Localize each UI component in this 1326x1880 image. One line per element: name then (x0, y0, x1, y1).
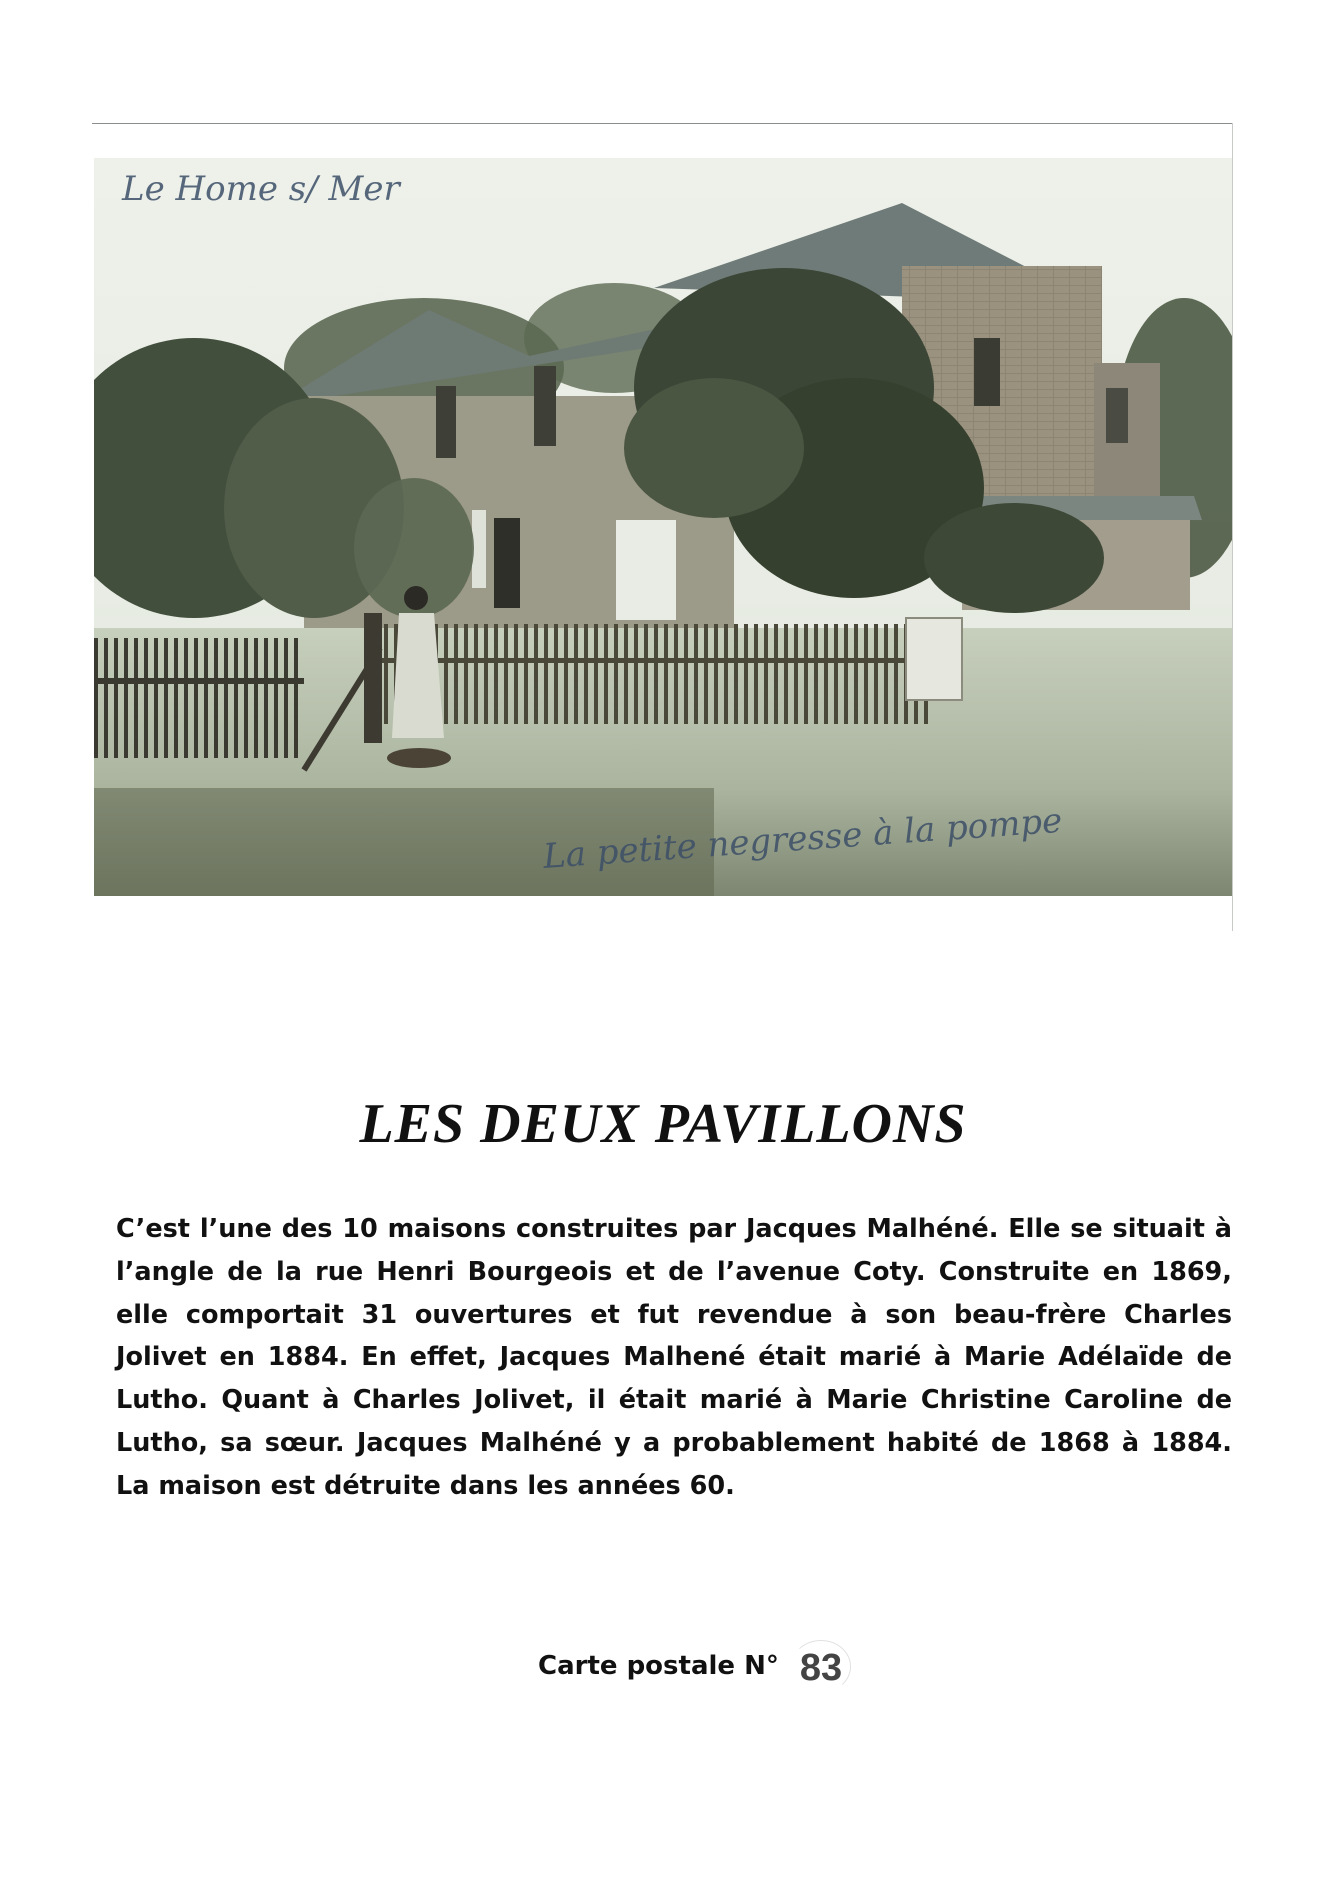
handwriting-bottom: La petite negresse à la pompe (541, 800, 1064, 877)
top-rule (92, 123, 1232, 124)
page-title: LES DEUX PAVILLONS (359, 1093, 967, 1155)
house-illustration (94, 158, 1232, 896)
postcard-caption (538, 1636, 851, 1696)
postcard-number: 83 (791, 1640, 851, 1693)
body-paragraph: C’est l’une des 10 maisons construites par Jacques Malhéné. Elle se situait à l’angle de la rue Henri Bourgeois et de l’avenue Coty. Construite en 1869, elle comportait 31 ouvertures et fut revendue à son beau-frère Charles Jolivet en 1884. En effet, Jacques Malhené était marié à Marie Adélaïde de Lutho. Quant à Charles Jolivet, il était marié à Marie Christine Caroline de Lutho, sa sœur. Jacques Malhéné y a probablement habité de 1868 à 1884. La maison est détruite dans les années 60. (116, 1214, 1232, 1501)
right-rule (1232, 123, 1233, 931)
postcard-photo (94, 158, 1232, 896)
postcard-label: Carte postale N° (538, 1651, 779, 1681)
handwriting-top: Le Home s/ Mer (122, 169, 400, 209)
